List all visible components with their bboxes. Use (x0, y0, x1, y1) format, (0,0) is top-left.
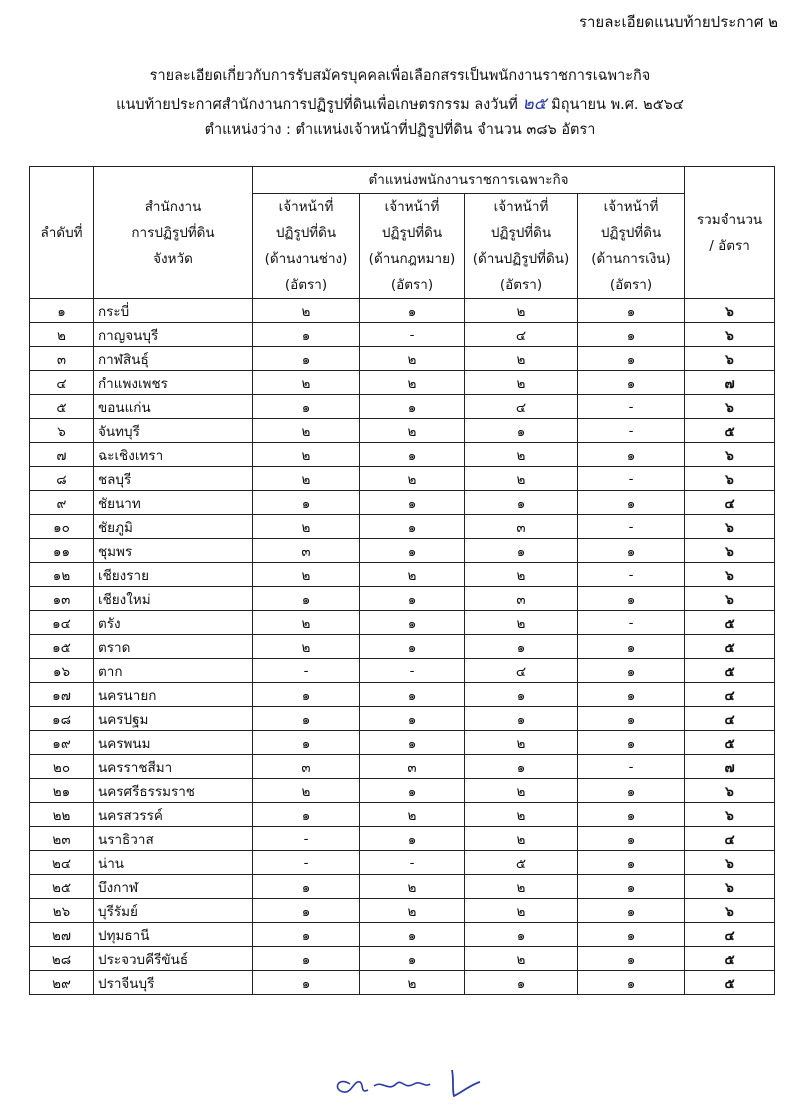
row-finance: - (578, 611, 685, 635)
row-total: ๖ (685, 875, 775, 899)
row-land-reform: ๔ (465, 395, 578, 419)
row-office: นครปฐม (94, 707, 253, 731)
row-no: ๙ (30, 491, 94, 515)
row-finance: - (578, 467, 685, 491)
row-legal: ๑ (360, 299, 465, 323)
row-legal: ๑ (360, 587, 465, 611)
row-no: ๕ (30, 395, 94, 419)
table-row (30, 491, 775, 515)
row-legal: ๑ (360, 395, 465, 419)
row-land-reform: ๕ (465, 851, 578, 875)
row-land-reform: ๒ (465, 299, 578, 323)
table-row (30, 659, 775, 683)
table-row (30, 731, 775, 755)
position-line3: (ด้านการเงิน) (591, 251, 671, 267)
row-office: นครศรีธรรมราช (94, 779, 253, 803)
row-land-reform: ๒ (465, 827, 578, 851)
row-total: ๕ (685, 635, 775, 659)
row-land-reform: ๒ (465, 731, 578, 755)
row-office: บุรีรัมย์ (94, 899, 253, 923)
row-legal: ๓ (360, 755, 465, 779)
row-legal: ๒ (360, 971, 465, 995)
row-land-reform: ๒ (465, 611, 578, 635)
row-no: ๒๙ (30, 971, 94, 995)
row-no: ๑๙ (30, 731, 94, 755)
row-total: ๖ (685, 395, 775, 419)
row-finance: ๑ (578, 827, 685, 851)
row-no: ๑๖ (30, 659, 94, 683)
row-land-reform: ๑ (465, 971, 578, 995)
row-engineering: ๒ (253, 299, 360, 323)
row-finance: ๑ (578, 971, 685, 995)
row-legal: - (360, 659, 465, 683)
row-legal: ๒ (360, 371, 465, 395)
position-line4: (อัตรา) (499, 277, 543, 293)
row-office: บึงกาฬ (94, 875, 253, 899)
row-office: ปทุมธานี (94, 923, 253, 947)
row-office: น่าน (94, 851, 253, 875)
row-legal: - (360, 851, 465, 875)
row-office: เชียงราย (94, 563, 253, 587)
row-office: กระบี่ (94, 299, 253, 323)
position-line1: เจ้าหน้าที่ (603, 199, 659, 215)
table-row (30, 899, 775, 923)
col-header-office (94, 167, 253, 299)
row-total: ๗ (685, 755, 775, 779)
heading-line-2-prefix: แนบท้ายประกาศสำนักงานการปฏิรูปที่ดินเพื่อเกษตรกรรม ลงวันที่ (116, 97, 518, 113)
table-row (30, 635, 775, 659)
row-land-reform: ๒ (465, 467, 578, 491)
row-finance: ๑ (578, 659, 685, 683)
row-finance: - (578, 419, 685, 443)
row-office: ขอนแก่น (94, 395, 253, 419)
position-line2: ปฏิรูปที่ดิน (490, 225, 552, 241)
col-header-position-land-reform (465, 194, 578, 299)
row-land-reform: ๒ (465, 371, 578, 395)
row-land-reform: ๒ (465, 803, 578, 827)
row-finance: - (578, 515, 685, 539)
row-engineering: ๑ (253, 683, 360, 707)
row-total: ๖ (685, 323, 775, 347)
row-total: ๔ (685, 827, 775, 851)
row-legal: ๑ (360, 683, 465, 707)
table-row (30, 323, 775, 347)
col-header-position-legal (360, 194, 465, 299)
row-no: ๒๖ (30, 899, 94, 923)
row-no: ๒๐ (30, 755, 94, 779)
row-land-reform: ๑ (465, 755, 578, 779)
row-no: ๒๒ (30, 803, 94, 827)
row-total: ๕ (685, 659, 775, 683)
row-engineering: ๑ (253, 947, 360, 971)
row-no: ๘ (30, 467, 94, 491)
row-legal: ๑ (360, 515, 465, 539)
row-total: ๖ (685, 899, 775, 923)
row-land-reform: ๑ (465, 539, 578, 563)
row-legal: ๒ (360, 467, 465, 491)
row-office: นครพนม (94, 731, 253, 755)
row-land-reform: ๒ (465, 347, 578, 371)
row-office: ชัยภูมิ (94, 515, 253, 539)
row-no: ๖ (30, 419, 94, 443)
row-no: ๑๗ (30, 683, 94, 707)
row-land-reform: ๒ (465, 779, 578, 803)
row-land-reform: ๑ (465, 419, 578, 443)
vacancy-table (29, 166, 775, 995)
row-land-reform: ๒ (465, 443, 578, 467)
row-engineering: ๒ (253, 635, 360, 659)
row-total: ๖ (685, 587, 775, 611)
row-engineering: ๑ (253, 347, 360, 371)
row-total: ๖ (685, 539, 775, 563)
row-legal: ๑ (360, 923, 465, 947)
row-office: ตราด (94, 635, 253, 659)
row-engineering: ๑ (253, 323, 360, 347)
row-office: ปราจีนบุรี (94, 971, 253, 995)
row-total: ๖ (685, 779, 775, 803)
row-no: ๑๕ (30, 635, 94, 659)
row-engineering: ๒ (253, 467, 360, 491)
row-no: ๒๘ (30, 947, 94, 971)
table-row (30, 851, 775, 875)
row-no: ๒๗ (30, 923, 94, 947)
row-engineering: ๑ (253, 899, 360, 923)
row-land-reform: ๔ (465, 659, 578, 683)
row-finance: ๑ (578, 947, 685, 971)
table-row (30, 923, 775, 947)
row-land-reform: ๒ (465, 899, 578, 923)
row-no: ๒๔ (30, 851, 94, 875)
row-engineering: ๑ (253, 731, 360, 755)
row-engineering: ๒ (253, 779, 360, 803)
row-legal: ๒ (360, 803, 465, 827)
table-body (30, 299, 775, 995)
row-total: ๕ (685, 971, 775, 995)
row-no: ๓ (30, 347, 94, 371)
row-finance: ๑ (578, 899, 685, 923)
row-total: ๖ (685, 803, 775, 827)
row-office: ตรัง (94, 611, 253, 635)
row-finance: ๑ (578, 923, 685, 947)
row-engineering: ๑ (253, 923, 360, 947)
row-office: ประจวบคีรีขันธ์ (94, 947, 253, 971)
row-office: ชัยนาท (94, 491, 253, 515)
row-engineering: ๒ (253, 443, 360, 467)
row-engineering: ๑ (253, 875, 360, 899)
row-finance: - (578, 563, 685, 587)
row-office: กาญจนบุรี (94, 323, 253, 347)
row-land-reform: ๑ (465, 635, 578, 659)
row-legal: ๑ (360, 707, 465, 731)
row-no: ๑ (30, 299, 94, 323)
table-row (30, 683, 775, 707)
heading-line-3: ตำแหน่งว่าง : ตำแหน่งเจ้าหน้าที่ปฏิรูปที่ดิน จำนวน ๓๘๖ อัตรา (204, 122, 596, 138)
row-engineering: ๑ (253, 707, 360, 731)
row-no: ๑๒ (30, 563, 94, 587)
row-engineering: - (253, 851, 360, 875)
row-total: ๔ (685, 923, 775, 947)
row-engineering: ๓ (253, 755, 360, 779)
row-office: ชลบุรี (94, 467, 253, 491)
table-row (30, 299, 775, 323)
row-land-reform: ๒ (465, 563, 578, 587)
row-no: ๑๑ (30, 539, 94, 563)
signature-icon (330, 1062, 500, 1102)
position-line2: ปฏิรูปที่ดิน (275, 225, 337, 241)
position-line3: (ด้านกฎหมาย) (368, 251, 456, 267)
row-total: ๖ (685, 563, 775, 587)
row-land-reform: ๑ (465, 707, 578, 731)
row-no: ๒๓ (30, 827, 94, 851)
row-legal: - (360, 323, 465, 347)
row-land-reform: ๒ (465, 875, 578, 899)
row-finance: ๑ (578, 539, 685, 563)
position-line3: (ด้านปฏิรูปที่ดิน) (472, 251, 570, 267)
col-header-no: ลำดับที่ (30, 167, 94, 299)
row-legal: ๒ (360, 899, 465, 923)
table-row (30, 395, 775, 419)
row-engineering: ๑ (253, 971, 360, 995)
row-legal: ๑ (360, 947, 465, 971)
row-total: ๔ (685, 707, 775, 731)
row-engineering: ๒ (253, 611, 360, 635)
row-total: ๖ (685, 851, 775, 875)
row-total: ๖ (685, 515, 775, 539)
row-finance: ๑ (578, 683, 685, 707)
row-legal: ๑ (360, 491, 465, 515)
row-office: ตาก (94, 659, 253, 683)
row-land-reform: ๓ (465, 515, 578, 539)
row-finance: ๑ (578, 779, 685, 803)
table-row (30, 443, 775, 467)
row-legal: ๒ (360, 563, 465, 587)
row-finance: - (578, 395, 685, 419)
row-no: ๒ (30, 323, 94, 347)
position-line2: ปฏิรูปที่ดิน (600, 225, 662, 241)
group-header: ตำแหน่งพนักงานราชการเฉพาะกิจ (253, 167, 685, 194)
row-total: ๕ (685, 731, 775, 755)
row-office: ฉะเชิงเทรา (94, 443, 253, 467)
row-no: ๑๘ (30, 707, 94, 731)
col-header-total-line2: / อัตรา (709, 237, 750, 254)
table-row (30, 827, 775, 851)
position-line1: เจ้าหน้าที่ (493, 199, 549, 215)
row-engineering: ๒ (253, 563, 360, 587)
row-office: นครสวรรค์ (94, 803, 253, 827)
table-row (30, 419, 775, 443)
row-land-reform: ๒ (465, 947, 578, 971)
row-finance: ๑ (578, 851, 685, 875)
row-office: นราธิวาส (94, 827, 253, 851)
row-total: ๕ (685, 947, 775, 971)
row-no: ๑๔ (30, 611, 94, 635)
table-row (30, 779, 775, 803)
table-row (30, 707, 775, 731)
col-header-office-line2: การปฏิรูปที่ดิน (131, 224, 215, 241)
position-line4: (อัตรา) (609, 277, 653, 293)
table-row (30, 587, 775, 611)
row-legal: ๑ (360, 539, 465, 563)
table-row (30, 971, 775, 995)
row-engineering: - (253, 827, 360, 851)
row-engineering: ๑ (253, 587, 360, 611)
table-row (30, 539, 775, 563)
row-office: ชุมพร (94, 539, 253, 563)
row-engineering: ๑ (253, 395, 360, 419)
row-legal: ๑ (360, 443, 465, 467)
heading-line-1: รายละเอียดเกี่ยวกับการรับสมัครบุคคลเพื่อเลือกสรรเป็นพนักงานราชการเฉพาะกิจ (149, 68, 651, 84)
row-finance: ๑ (578, 323, 685, 347)
row-land-reform: ๓ (465, 587, 578, 611)
position-line4: (อัตรา) (284, 277, 328, 293)
row-legal: ๑ (360, 827, 465, 851)
row-total: ๔ (685, 491, 775, 515)
row-land-reform: ๑ (465, 683, 578, 707)
row-legal: ๒ (360, 347, 465, 371)
row-finance: ๑ (578, 443, 685, 467)
row-finance: ๑ (578, 635, 685, 659)
row-engineering: ๒ (253, 371, 360, 395)
row-legal: ๑ (360, 635, 465, 659)
row-legal: ๒ (360, 419, 465, 443)
heading-line-2-suffix: มิถุนายน พ.ศ. ๒๕๖๔ (551, 97, 684, 113)
row-finance: ๑ (578, 803, 685, 827)
heading-line-2 (0, 90, 800, 117)
row-engineering: - (253, 659, 360, 683)
row-land-reform: ๔ (465, 323, 578, 347)
table-row (30, 467, 775, 491)
position-line2: ปฏิรูปที่ดิน (381, 225, 443, 241)
row-finance: ๑ (578, 587, 685, 611)
row-total: ๕ (685, 419, 775, 443)
col-header-total-line1: รวมจำนวน (696, 211, 763, 228)
col-header-office-line1: สำนักงาน (144, 198, 202, 215)
table-row (30, 347, 775, 371)
row-total: ๖ (685, 467, 775, 491)
row-total: ๔ (685, 683, 775, 707)
row-finance: ๑ (578, 491, 685, 515)
row-engineering: ๑ (253, 803, 360, 827)
col-header-position-finance (578, 194, 685, 299)
row-office: นครราชสีมา (94, 755, 253, 779)
position-line4: (อัตรา) (390, 277, 434, 293)
row-total: ๖ (685, 299, 775, 323)
table-row (30, 803, 775, 827)
col-header-position-engineering (253, 194, 360, 299)
row-office: กำแพงเพชร (94, 371, 253, 395)
row-no: ๗ (30, 443, 94, 467)
row-engineering: ๓ (253, 539, 360, 563)
row-finance: ๑ (578, 707, 685, 731)
row-total: ๖ (685, 347, 775, 371)
row-no: ๒๕ (30, 875, 94, 899)
table-row (30, 755, 775, 779)
row-office: นครนายก (94, 683, 253, 707)
row-finance: ๑ (578, 347, 685, 371)
row-office: เชียงใหม่ (94, 587, 253, 611)
row-no: ๑๓ (30, 587, 94, 611)
page-note: รายละเอียดแนบท้ายประกาศ ๒ (578, 13, 778, 31)
row-finance: ๑ (578, 371, 685, 395)
table-row (30, 611, 775, 635)
row-office: จันทบุรี (94, 419, 253, 443)
row-finance: ๑ (578, 875, 685, 899)
col-header-total (685, 167, 775, 299)
row-finance: ๑ (578, 299, 685, 323)
position-line3: (ด้านงานช่าง) (264, 251, 348, 267)
row-office: กาฬสินธุ์ (94, 347, 253, 371)
row-engineering: ๒ (253, 419, 360, 443)
position-line1: เจ้าหน้าที่ (278, 199, 334, 215)
row-total: ๕ (685, 611, 775, 635)
table-row (30, 371, 775, 395)
row-legal: ๑ (360, 611, 465, 635)
row-land-reform: ๑ (465, 491, 578, 515)
row-legal: ๑ (360, 731, 465, 755)
row-total: ๖ (685, 443, 775, 467)
row-finance: ๑ (578, 731, 685, 755)
table-row (30, 563, 775, 587)
row-legal: ๒ (360, 875, 465, 899)
table-row (30, 947, 775, 971)
handwritten-day: ๒๕ (522, 94, 547, 114)
row-finance: - (578, 755, 685, 779)
position-line1: เจ้าหน้าที่ (384, 199, 440, 215)
row-no: ๑๐ (30, 515, 94, 539)
row-total: ๗ (685, 371, 775, 395)
col-header-office-line3: จังหวัด (153, 250, 193, 267)
row-no: ๒๑ (30, 779, 94, 803)
row-engineering: ๒ (253, 515, 360, 539)
row-legal: ๑ (360, 779, 465, 803)
table-row (30, 515, 775, 539)
row-engineering: ๑ (253, 491, 360, 515)
row-land-reform: ๑ (465, 923, 578, 947)
table-row (30, 875, 775, 899)
row-no: ๔ (30, 371, 94, 395)
